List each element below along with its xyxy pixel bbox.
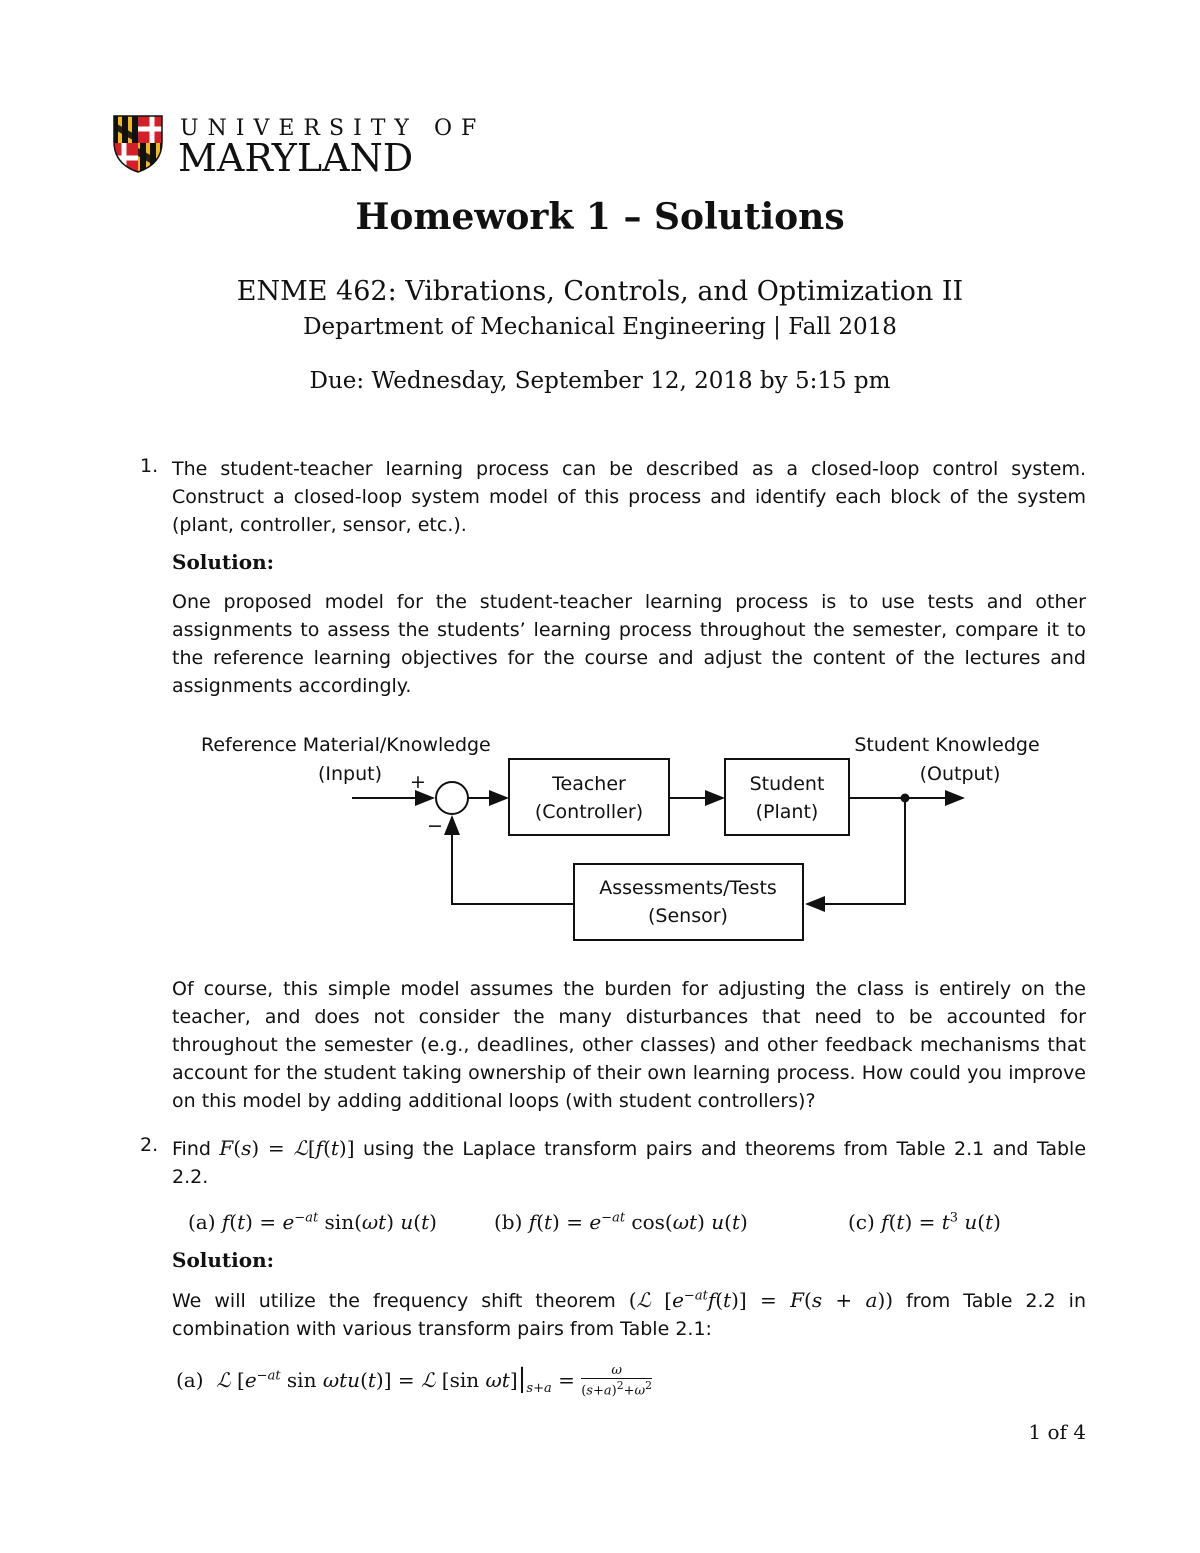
question-2-number: 2. [140,1134,159,1156]
closed-loop-block-diagram [190,728,1070,948]
question-2-prompt-pre: Find [172,1138,211,1160]
plant-label-line1: Student [749,773,825,795]
answer-a-label: (a) [176,1368,204,1392]
question-1-number: 1. [140,455,159,477]
output-label-line2: (Output) [919,763,1001,785]
question-2-part-c: (c) $f(t) = t^3$ u(t) [848,1210,1001,1234]
question-1-discussion: Of course, this simple model assumes the burden for adjusting the class is entirely on the teacher, and does not consider the many disturbances that need to be accounted for throughout the semester (e.g., deadlines, other classes) and other feedback mechanisms that account for the student taking ownership of their own learning process. How could you improve on this model by adding additional loops (with student controllers)? [172,978,1086,1112]
page-title: Homework 1 – Solutions [355,196,845,238]
maryland-flag-seal-icon [110,112,166,174]
question-1-solution-label: Solution: [172,550,275,574]
summing-junction [436,782,468,814]
output-label-line1: Student Knowledge [854,734,1040,756]
part-a-label: (a) [188,1210,216,1234]
input-label-line2: (Input) [318,763,383,785]
sensor-label-line1: Assessments/Tests [599,877,777,899]
part-c-label: (c) [848,1210,875,1234]
question-2-prompt-post: using the Laplace transform pairs and theorems from Table 2.1 and Table 2.2. [172,1138,1087,1188]
question-1-solution-text: One proposed model for the student-teacher learning process is to use tests and other assignments to assess the students’ learning process throughout the semester, compare it to the reference learning objectives for the course and adjust the content of the lectures and assignments accordingly. [172,591,1086,697]
sensor-block [574,864,803,940]
due-date: Due: Wednesday, September 12, 2018 by 5:15 pm [309,368,891,394]
logo-university-of: UNIVERSITY OF [180,116,486,141]
question-2-part-a: (a) $f(t) = e^{-at}$ sin(ωt) u(t) [188,1210,437,1234]
question-2-solution-post: from Table 2.2 in combination with various transform pairs from Table 2.1: [172,1290,1086,1340]
course-title: ENME 462: Vibrations, Controls, and Optimization II [236,276,964,307]
plant-block [725,759,849,835]
summing-minus-sign: − [427,815,443,837]
question-2-prompt [172,1134,1086,1191]
answer-a-formula: (a) ℒ [$e^{-at}$ sin ωtu(t)] = ℒ [sin $\omega t]|_{s+a}$ = $\frac{\omega}{(s+a)^2+\omega^2}$ [176,1363,653,1399]
question-2-solution-pre: We will utilize the frequency shift theorem [172,1290,616,1312]
input-label-line1: Reference Material/Knowledge [201,734,491,756]
question-2-solution-text [172,1286,1086,1343]
plant-label-line2: (Plant) [755,801,819,823]
summing-plus-sign: + [410,771,426,793]
sensor-label-line2: (Sensor) [648,905,728,927]
university-logo [110,112,486,180]
controller-label-line2: (Controller) [534,801,644,823]
controller-block [509,759,669,835]
question-2-part-b: (b) $f(t) = e^{-at}$ cos(ωt) u(t) [494,1210,748,1234]
frequency-shift-theorem: (ℒ $[e^{-at}f(t)] = F(s + a)$) [628,1288,894,1312]
laplace-definition-formula: F(s) = ℒ[f(t)] [219,1136,355,1160]
department-line: Department of Mechanical Engineering | Fall 2018 [303,314,897,340]
question-2-solution-label: Solution: [172,1248,275,1272]
question-1-prompt: The student-teacher learning process can be described as a closed-loop control system. Construct a closed-loop system model of this process and identify each block of the system (plant, controller, sensor, etc.). [172,458,1086,536]
controller-label-line1: Teacher [552,773,626,795]
page-number: 1 of 4 [1028,1420,1086,1444]
part-b-label: (b) [494,1210,523,1234]
logo-maryland: MARYLAND [178,136,414,180]
